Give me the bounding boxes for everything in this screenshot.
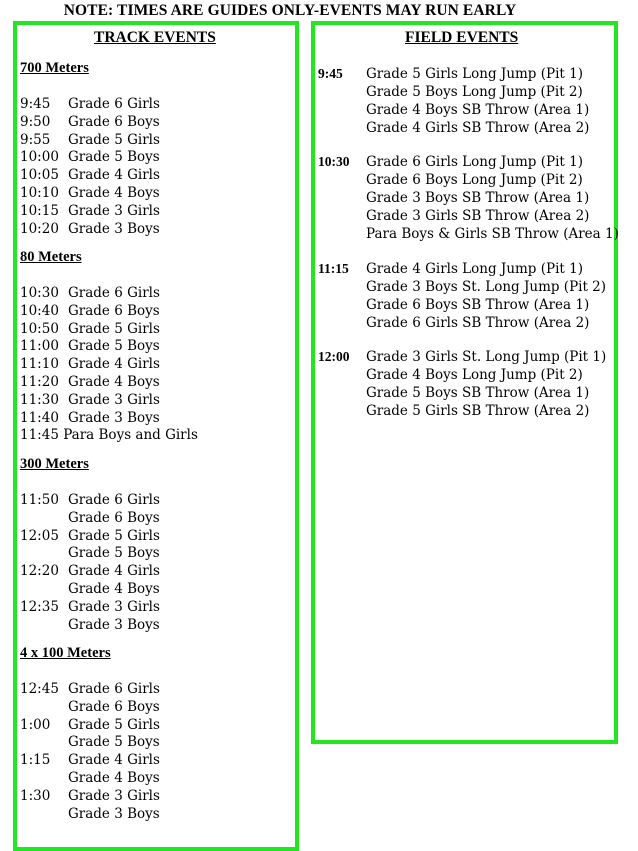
track-section-heading: 300 Meters <box>20 456 89 472</box>
field-event-name: Grade 3 Boys St. Long Jump (Pit 2) <box>366 278 607 295</box>
field-event-name: Grade 3 Girls St. Long Jump (Pit 1) <box>366 349 607 365</box>
field-event-name: Grade 3 Boys SB Throw (Area 1) <box>366 189 590 206</box>
track-event-name: Grade 3 Boys <box>68 616 160 633</box>
track-section-heading: 4 x 100 Meters <box>20 645 111 661</box>
field-event-name: Grade 5 Girls Long Jump (Pit 1) <box>366 66 583 82</box>
field-event-name: Grade 4 Girls Long Jump (Pit 1) <box>366 261 583 277</box>
track-event-time: 9:55 <box>20 131 51 148</box>
track-event-time: 11:50 <box>20 492 59 508</box>
track-event-time: 10:30 <box>20 285 59 301</box>
field-group-time: 12:00 <box>318 349 350 364</box>
track-event-time: 12:45 <box>20 681 59 697</box>
track-event-time: 11:10 <box>20 356 59 373</box>
track-event-name: Grade 4 Boys <box>68 770 160 786</box>
track-event-time: 1:15 <box>20 752 51 769</box>
track-section-heading: 700 Meters <box>20 60 89 76</box>
track-event-time: 10:10 <box>20 185 59 201</box>
track-event-time: 11:40 <box>20 409 59 426</box>
track-event-time: 10:50 <box>20 320 59 337</box>
field-group-time: 10:30 <box>318 154 350 169</box>
field-event-name: Grade 4 Boys SB Throw (Area 1) <box>366 101 590 118</box>
field-group-time: 9:45 <box>318 66 343 81</box>
track-event-name: Grade 6 Girls <box>68 492 160 508</box>
track-event-name: Grade 6 Boys <box>68 698 160 715</box>
field-event-name: Grade 6 Girls SB Throw (Area 2) <box>366 314 590 331</box>
field-event-name: Grade 6 Boys Long Jump (Pit 2) <box>366 171 583 188</box>
track-event-name: Grade 3 Boys <box>68 409 160 426</box>
field-group-time: 11:15 <box>318 261 349 276</box>
track-event-name: Grade 4 Girls <box>68 563 160 580</box>
track-event-time: 9:45 <box>20 96 51 112</box>
field-event-name: Grade 4 Boys Long Jump (Pit 2) <box>366 366 583 383</box>
track-section-heading: 80 Meters <box>20 249 82 265</box>
track-event-name: Grade 6 Girls <box>68 96 160 112</box>
field-event-name: Grade 4 Girls SB Throw (Area 2) <box>366 119 590 136</box>
track-event-name: Grade 6 Boys <box>68 113 160 130</box>
track-event-time: 10:20 <box>20 220 59 237</box>
track-event-time: 11:00 <box>20 338 59 355</box>
track-event-name: Grade 6 Boys <box>68 509 160 526</box>
track-event-name: Grade 5 Boys <box>68 149 160 166</box>
field-event-name: Grade 5 Boys Long Jump (Pit 2) <box>366 83 583 100</box>
field-event-name: Grade 5 Boys SB Throw (Area 1) <box>366 384 590 401</box>
track-event-name: Grade 4 Girls <box>68 356 160 373</box>
track-event-name: Grade 5 Girls <box>68 320 160 337</box>
track-event-name: Grade 3 Girls <box>68 202 160 219</box>
track-event-time: 12:35 <box>20 598 59 615</box>
track-event-time: 11:30 <box>20 391 59 408</box>
track-events-title: TRACK EVENTS <box>94 29 216 46</box>
track-event-name: Grade 3 Girls <box>68 787 160 804</box>
field-event-name: Para Boys & Girls SB Throw (Area 1) <box>366 225 619 242</box>
track-event-name: Grade 3 Girls <box>68 598 160 615</box>
track-event-time: 1:00 <box>20 716 51 733</box>
track-event-name: Grade 5 Girls <box>68 527 160 544</box>
track-event-name: Grade 4 Girls <box>68 752 160 769</box>
track-event-time: 10:40 <box>20 302 59 319</box>
track-event-name: Grade 6 Girls <box>68 681 160 697</box>
track-event-name: Grade 3 Girls <box>68 391 160 408</box>
track-event-name: Grade 5 Boys <box>68 734 160 751</box>
track-event-time: 10:00 <box>20 149 59 166</box>
track-event-time: 10:15 <box>20 202 59 219</box>
track-event-time: 10:05 <box>20 167 59 184</box>
track-event-name: Grade 4 Boys <box>68 374 160 390</box>
track-event-name: Grade 5 Boys <box>68 545 160 562</box>
track-event-name: Grade 4 Boys <box>68 581 160 597</box>
track-event-name: Grade 5 Girls <box>68 131 160 148</box>
schedule-note: NOTE: TIMES ARE GUIDES ONLY-EVENTS MAY RUN EARLY <box>63 2 517 19</box>
field-events-title: FIELD EVENTS <box>405 29 519 46</box>
track-event-name: Grade 3 Boys <box>68 805 160 822</box>
track-event-name: Grade 4 Boys <box>68 185 160 201</box>
track-event-time: 9:50 <box>20 113 51 130</box>
track-event-name: Grade 6 Girls <box>68 285 160 301</box>
track-event-name: Grade 5 Boys <box>68 338 160 355</box>
track-event-time: 12:20 <box>20 563 59 580</box>
track-event-time: 1:30 <box>20 787 51 804</box>
field-event-name: Grade 6 Girls Long Jump (Pit 1) <box>366 154 583 170</box>
field-event-name: Grade 6 Boys SB Throw (Area 1) <box>366 296 590 313</box>
field-event-name: Grade 5 Girls SB Throw (Area 2) <box>366 402 590 419</box>
track-event-time: 11:20 <box>20 374 59 390</box>
track-event-time: 12:05 <box>20 527 59 544</box>
track-event-name: Grade 3 Boys <box>68 220 160 237</box>
track-event-name: Grade 4 Girls <box>68 167 160 184</box>
track-event-name: Grade 6 Boys <box>68 302 160 319</box>
track-event-name: Grade 5 Girls <box>68 716 160 733</box>
track-event-para: 11:45 Para Boys and Girls <box>20 427 198 444</box>
field-event-name: Grade 3 Girls SB Throw (Area 2) <box>366 207 590 224</box>
